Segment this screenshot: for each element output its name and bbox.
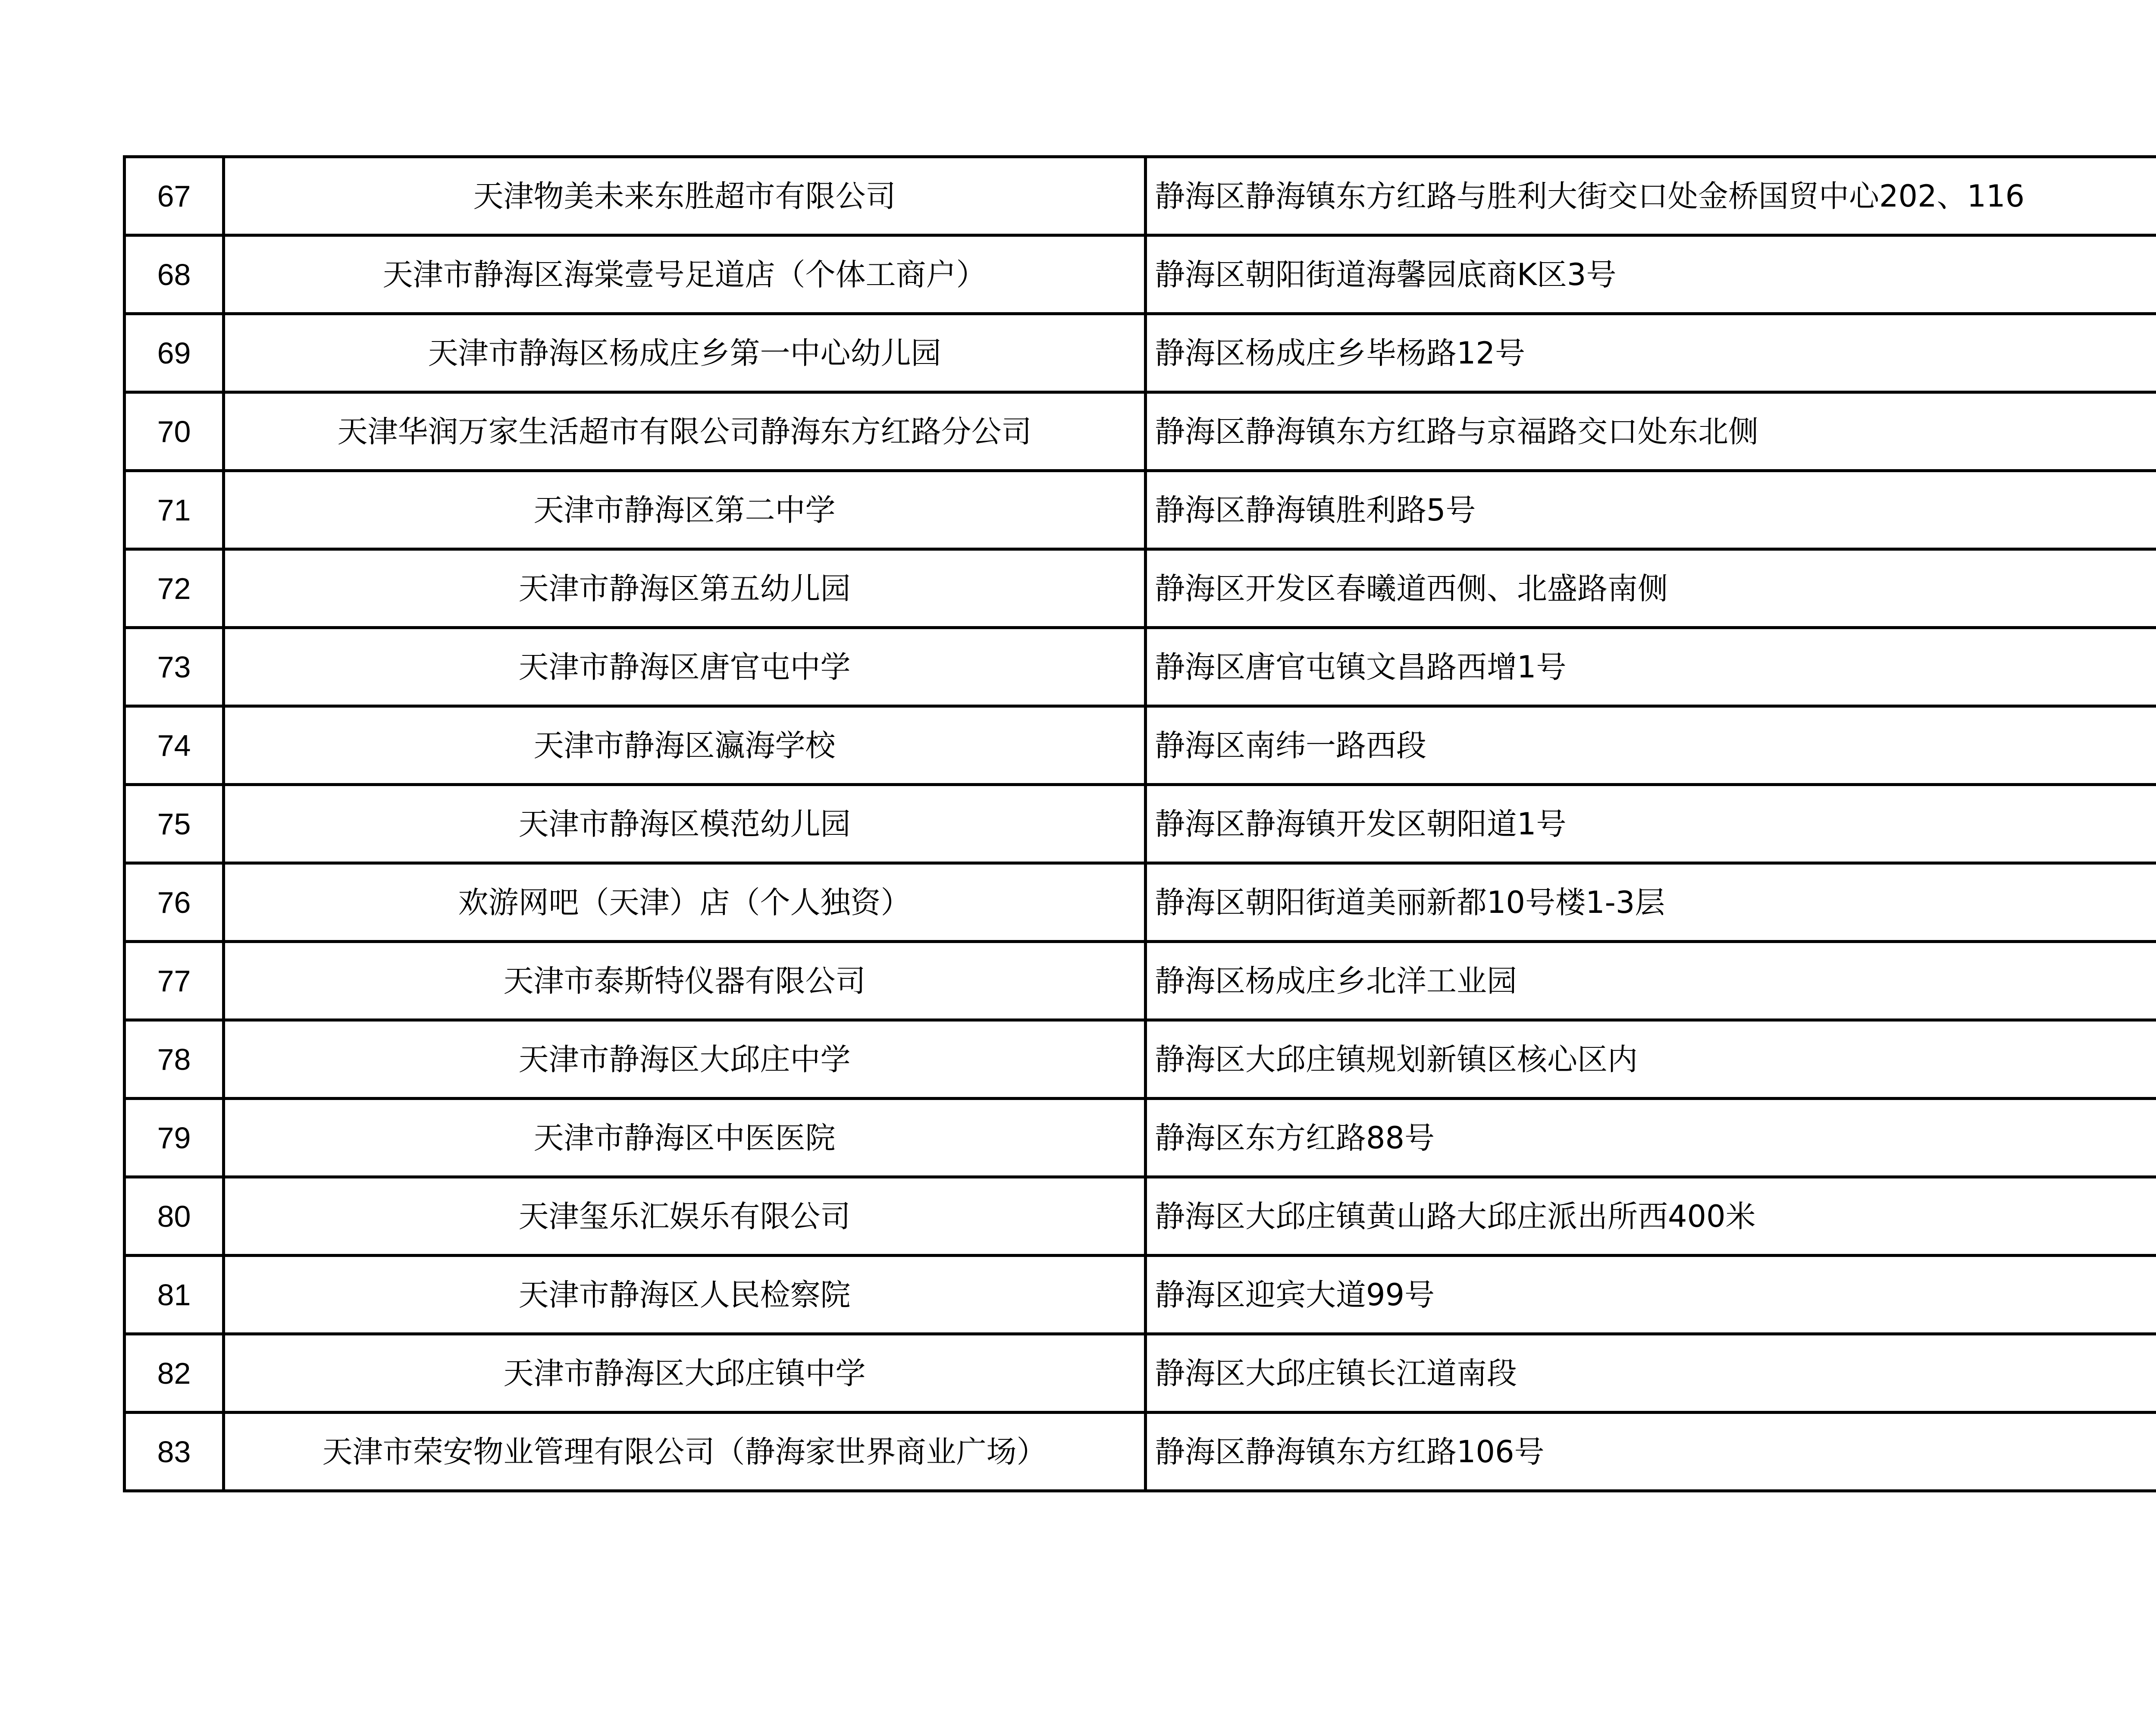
entity-name: 天津物美未来东胜超市有限公司 — [224, 157, 1146, 235]
entity-address: 静海区杨成庄乡毕杨路12号 — [1146, 314, 2156, 392]
entity-address: 静海区大邱庄镇黄山路大邱庄派出所西400米 — [1146, 1177, 2156, 1256]
row-number: 67 — [125, 157, 224, 235]
table-row — [125, 392, 2156, 471]
table-row — [125, 235, 2156, 314]
row-number: 78 — [125, 1020, 224, 1099]
entity-address: 静海区杨成庄乡北洋工业园 — [1146, 942, 2156, 1020]
entity-name: 天津市静海区杨成庄乡第一中心幼儿园 — [224, 314, 1146, 392]
entity-name: 天津市静海区中医医院 — [224, 1099, 1146, 1177]
entity-name: 天津市静海区瀛海学校 — [224, 706, 1146, 785]
entity-address: 静海区唐官屯镇文昌路西增1号 — [1146, 628, 2156, 706]
table-row — [125, 1334, 2156, 1413]
row-number: 69 — [125, 314, 224, 392]
table-row — [125, 1099, 2156, 1177]
entity-name: 天津市静海区唐官屯中学 — [224, 628, 1146, 706]
row-number: 68 — [125, 235, 224, 314]
entity-name: 天津市静海区第五幼儿园 — [224, 549, 1146, 628]
entity-name: 天津市静海区大邱庄镇中学 — [224, 1334, 1146, 1413]
entity-address: 静海区朝阳街道海馨园底商K区3号 — [1146, 235, 2156, 314]
table-row — [125, 785, 2156, 863]
table-row — [125, 628, 2156, 706]
entity-name: 天津市静海区人民检察院 — [224, 1256, 1146, 1334]
table-row — [125, 1020, 2156, 1099]
entity-name: 天津玺乐汇娱乐有限公司 — [224, 1177, 1146, 1256]
entity-address: 静海区南纬一路西段 — [1146, 706, 2156, 785]
table-row — [125, 1256, 2156, 1334]
table-row — [125, 863, 2156, 942]
row-number: 75 — [125, 785, 224, 863]
row-number: 73 — [125, 628, 224, 706]
entity-name: 天津市静海区第二中学 — [224, 471, 1146, 549]
row-number: 74 — [125, 706, 224, 785]
entity-name: 天津市静海区海棠壹号足道店（个体工商户） — [224, 235, 1146, 314]
table-row — [125, 1413, 2156, 1491]
inspection-table-body — [125, 157, 2156, 1491]
row-number: 71 — [125, 471, 224, 549]
row-number: 82 — [125, 1334, 224, 1413]
entity-name: 欢游网吧（天津）店（个人独资） — [224, 863, 1146, 942]
entity-address: 静海区静海镇胜利路5号 — [1146, 471, 2156, 549]
document-page — [123, 155, 2156, 1492]
entity-name: 天津市静海区大邱庄中学 — [224, 1020, 1146, 1099]
row-number: 77 — [125, 942, 224, 1020]
row-number: 70 — [125, 392, 224, 471]
entity-address: 静海区朝阳街道美丽新都10号楼1-3层 — [1146, 863, 2156, 942]
entity-address: 静海区静海镇东方红路与京福路交口处东北侧 — [1146, 392, 2156, 471]
row-number: 80 — [125, 1177, 224, 1256]
entity-address: 静海区大邱庄镇规划新镇区核心区内 — [1146, 1020, 2156, 1099]
entity-name: 天津华润万家生活超市有限公司静海东方红路分公司 — [224, 392, 1146, 471]
entity-address: 静海区迎宾大道99号 — [1146, 1256, 2156, 1334]
table-row — [125, 314, 2156, 392]
entity-name: 天津市泰斯特仪器有限公司 — [224, 942, 1146, 1020]
entity-address: 静海区静海镇东方红路与胜利大街交口处金桥国贸中心202、116 — [1146, 157, 2156, 235]
entity-address: 静海区静海镇东方红路106号 — [1146, 1413, 2156, 1491]
entity-address: 静海区东方红路88号 — [1146, 1099, 2156, 1177]
table-row — [125, 942, 2156, 1020]
entity-address: 静海区大邱庄镇长江道南段 — [1146, 1334, 2156, 1413]
inspection-table — [123, 155, 2156, 1492]
table-row — [125, 706, 2156, 785]
row-number: 76 — [125, 863, 224, 942]
row-number: 79 — [125, 1099, 224, 1177]
entity-name: 天津市荣安物业管理有限公司（静海家世界商业广场） — [224, 1413, 1146, 1491]
table-row — [125, 549, 2156, 628]
table-row — [125, 1177, 2156, 1256]
row-number: 81 — [125, 1256, 224, 1334]
entity-name: 天津市静海区模范幼儿园 — [224, 785, 1146, 863]
row-number: 72 — [125, 549, 224, 628]
row-number: 83 — [125, 1413, 224, 1491]
entity-address: 静海区静海镇开发区朝阳道1号 — [1146, 785, 2156, 863]
table-row — [125, 157, 2156, 235]
entity-address: 静海区开发区春曦道西侧、北盛路南侧 — [1146, 549, 2156, 628]
table-row — [125, 471, 2156, 549]
